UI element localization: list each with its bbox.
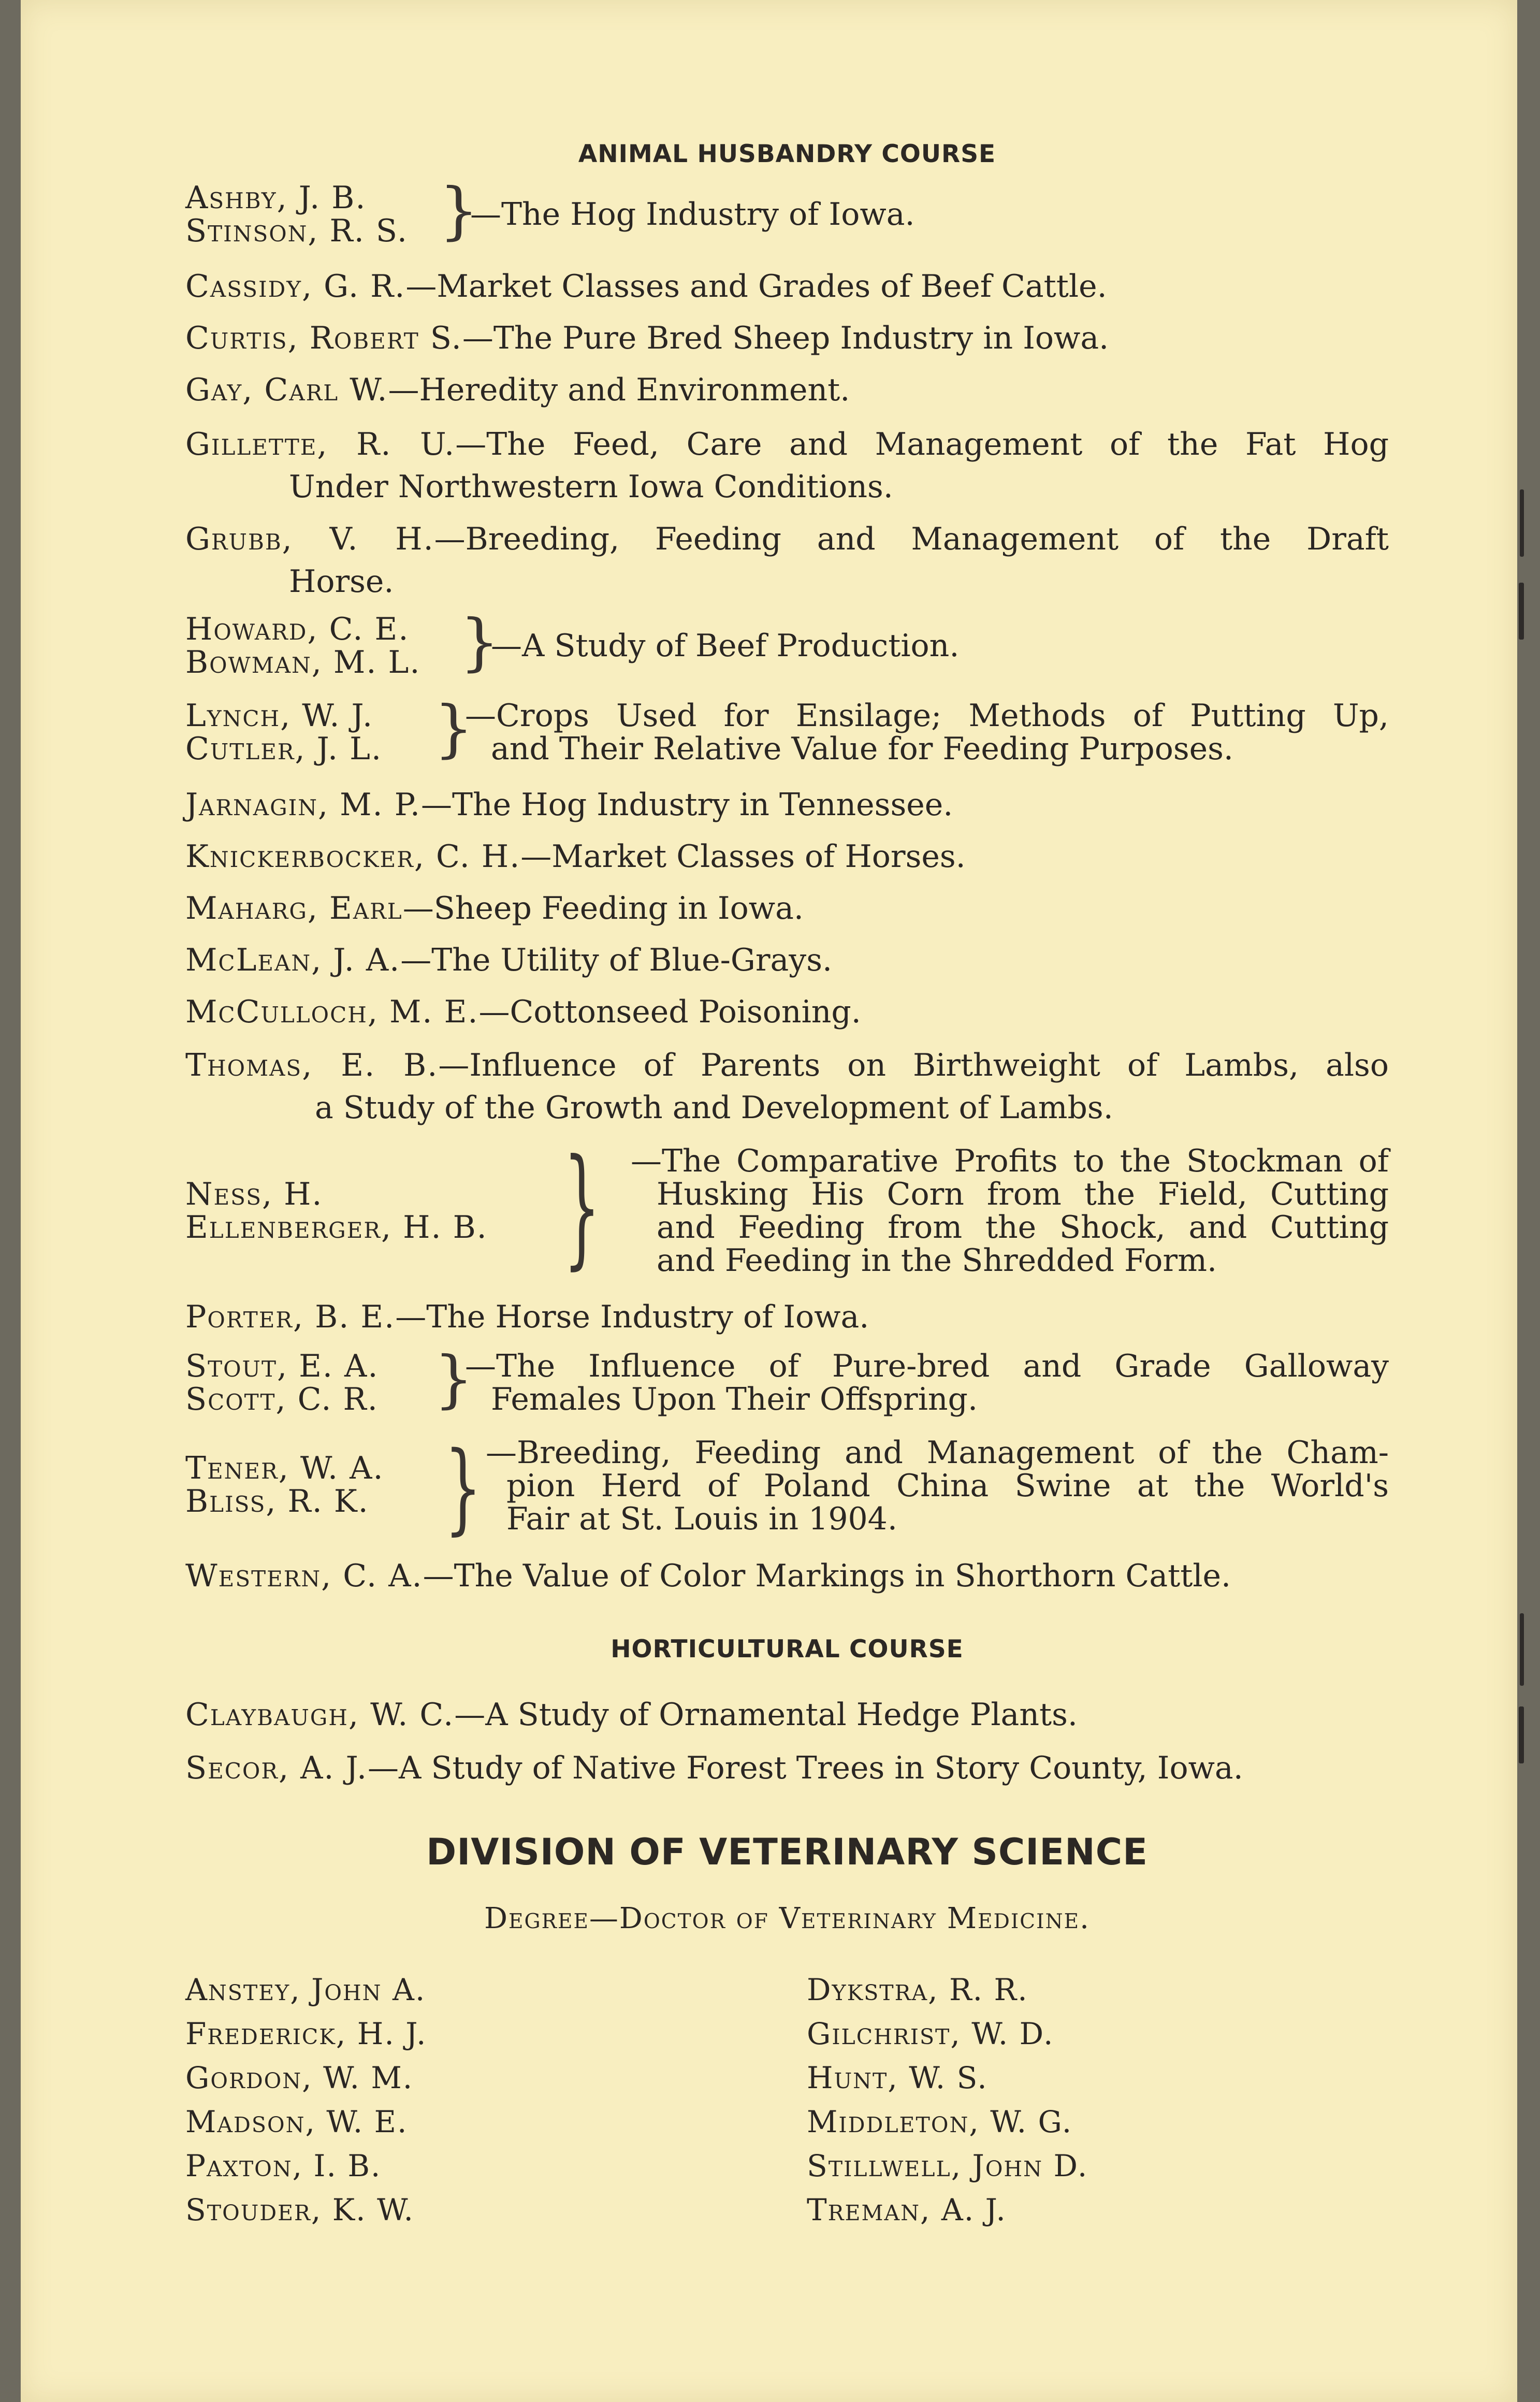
student-name: Secor, A. J. <box>185 1750 368 1786</box>
thesis-title-continued: and Their Relative Value for Feeding Purposes. <box>491 731 1233 767</box>
thesis-title-continued: and Feeding in the Shredded Form. <box>657 1242 1217 1279</box>
student-name: Howard, C. E. <box>185 611 410 647</box>
thesis-title: —Cottonseed Poisoning. <box>478 994 861 1030</box>
student-name: Gay, Carl W. <box>185 372 388 408</box>
student-name: Lynch, W. J. <box>185 698 374 734</box>
horticultural-heading: HORTICULTURAL COURSE <box>611 1635 964 1663</box>
thesis-entry <box>185 1747 1389 1789</box>
thesis-entry <box>185 1296 1389 1338</box>
graduate-name: Madson, W. E. <box>185 2104 408 2139</box>
thesis-entry <box>185 991 1389 1033</box>
thesis-entry <box>185 1343 1389 1422</box>
student-name: Scott, C. R. <box>185 1381 379 1417</box>
thesis-entry <box>185 1430 1389 1545</box>
thesis-title: —A Study of Native Forest Trees in Story County, Iowa. <box>368 1750 1243 1786</box>
thesis-title: —Influence of Parents on Birthweight of Lambs, also <box>438 1047 1389 1083</box>
thesis-entry <box>185 265 1389 308</box>
brace: } <box>439 175 479 247</box>
graduate-name: Middleton, W. G. <box>807 2104 1073 2139</box>
thesis-title: —Crops Used for Ensilage; Methods of Putting Up, <box>465 698 1389 734</box>
student-name: Bliss, R. K. <box>185 1483 369 1520</box>
student-name: McLean, J. A. <box>185 942 401 978</box>
thesis-title: —A Study of Ornamental Hedge Plants. <box>454 1697 1078 1733</box>
thesis-entry <box>185 518 1389 603</box>
thesis-title: —Sheep Feeding in Iowa. <box>402 890 804 927</box>
binding-staple <box>1519 583 1524 640</box>
brace: } <box>434 693 474 765</box>
thesis-title: —The Value of Color Markings in Shorthorn Cattle. <box>423 1558 1231 1594</box>
thesis-entry <box>185 317 1389 359</box>
animal-husbandry-heading: ANIMAL HUSBANDRY COURSE <box>578 140 996 168</box>
student-name: Gillette, R. U. <box>185 426 456 462</box>
thesis-title: —The Utility of Blue-Grays. <box>400 942 833 978</box>
binding-staple <box>1519 1706 1524 1763</box>
student-name: Ashby, J. B. <box>185 180 367 216</box>
graduate-list-left <box>185 1968 427 2232</box>
thesis-title: —Heredity and Environment. <box>388 372 850 408</box>
student-name: Knickerbocker, C. H. <box>185 838 521 875</box>
thesis-title-continued: Under Northwestern Iowa Conditions. <box>289 469 893 505</box>
thesis-entry <box>185 175 1389 254</box>
thesis-title-continued: Husking His Corn from the Field, Cutting <box>657 1176 1389 1212</box>
thesis-entry <box>185 369 1389 411</box>
thesis-title: —Breeding, Feeding and Management of the Draft <box>434 521 1389 557</box>
student-name: Grubb, V. H. <box>185 521 434 557</box>
graduate-name: Dykstra, R. R. <box>807 1972 1028 2007</box>
thesis-entry <box>185 606 1389 685</box>
student-name: Curtis, Robert S. <box>185 320 462 356</box>
student-name: Stinson, R. S. <box>185 213 408 249</box>
thesis-entry <box>185 1131 1389 1284</box>
thesis-title: —The Hog Industry of Iowa. <box>470 196 915 233</box>
thesis-title-continued: pion Herd of Poland China Swine at the World's <box>506 1468 1389 1504</box>
graduate-name: Treman, A. J. <box>807 2192 1007 2227</box>
student-name: Ellenberger, H. B. <box>185 1209 488 1246</box>
graduate-name: Anstey, John A. <box>185 1972 426 2007</box>
graduate-name: Stillwell, John D. <box>807 2148 1088 2183</box>
document-page <box>21 0 1517 2402</box>
graduate-name: Hunt, W. S. <box>807 2060 988 2095</box>
degree-line: Degree—Doctor of Veterinary Medicine. <box>484 1902 1090 1935</box>
binding-staple <box>1520 1613 1524 1686</box>
student-name: Maharg, Earl <box>185 890 403 927</box>
thesis-entry <box>185 1044 1389 1129</box>
graduate-name: Gordon, W. M. <box>185 2060 414 2095</box>
graduate-list-right <box>807 1968 1088 2232</box>
student-name: Ness, H. <box>185 1176 323 1212</box>
thesis-entry <box>185 835 1389 878</box>
thesis-title: —The Hog Industry in Tennessee. <box>421 787 953 823</box>
thesis-title-continued: Fair at St. Louis in 1904. <box>506 1501 897 1537</box>
graduate-name: Stouder, K. W. <box>185 2192 414 2227</box>
student-name: Bowman, M. L. <box>185 644 421 681</box>
binding-staple <box>1520 489 1524 557</box>
thesis-title-continued: a Study of the Growth and Development of Lambs. <box>315 1090 1113 1126</box>
thesis-title: —The Comparative Profits to the Stockman of <box>631 1143 1389 1179</box>
thesis-title: —Breeding, Feeding and Management of the Cham- <box>486 1435 1389 1471</box>
student-name: McCulloch, M. E. <box>185 994 479 1030</box>
thesis-title-continued: and Feeding from the Shock, and Cutting <box>657 1209 1389 1246</box>
student-name: Thomas, E. B. <box>185 1047 439 1083</box>
thesis-title: —The Pure Bred Sheep Industry in Iowa. <box>462 320 1109 356</box>
thesis-title: —The Influence of Pure-bred and Grade Galloway <box>465 1348 1389 1384</box>
brace: } <box>434 1343 474 1415</box>
graduate-name: Frederick, H. J. <box>185 2016 427 2051</box>
student-name: Cassidy, G. R. <box>185 268 406 305</box>
student-name: Tener, W. A. <box>185 1450 384 1486</box>
student-name: Cutler, J. L. <box>185 731 383 767</box>
thesis-title: —A Study of Beef Production. <box>491 628 960 664</box>
student-name: Claybaugh, W. C. <box>185 1697 455 1733</box>
student-name: Stout, E. A. <box>185 1348 379 1384</box>
thesis-title: —The Horse Industry of Iowa. <box>395 1299 869 1335</box>
graduate-name: Gilchrist, W. D. <box>807 2016 1054 2051</box>
thesis-entry <box>185 939 1389 981</box>
thesis-entry <box>185 887 1389 930</box>
graduate-name: Paxton, I. B. <box>185 2148 382 2183</box>
student-name: Western, C. A. <box>185 1558 423 1594</box>
veterinary-heading: DIVISION OF VETERINARY SCIENCE <box>426 1831 1148 1873</box>
brace: } <box>444 1430 482 1545</box>
student-name: Porter, B. E. <box>185 1299 396 1335</box>
thesis-entry <box>185 784 1389 826</box>
thesis-title: —The Feed, Care and Management of the Fat Hog <box>455 426 1389 462</box>
thesis-entry <box>185 693 1389 772</box>
thesis-entry <box>185 1694 1389 1736</box>
thesis-entry <box>185 423 1389 508</box>
thesis-title: —Market Classes and Grades of Beef Cattle. <box>405 268 1107 305</box>
thesis-title: —Market Classes of Horses. <box>520 838 966 875</box>
thesis-title-continued: Horse. <box>289 563 394 600</box>
thesis-entry <box>185 1555 1389 1597</box>
thesis-title-continued: Females Upon Their Offspring. <box>491 1381 978 1417</box>
brace: } <box>460 606 500 678</box>
student-name: Jarnagin, M. P. <box>185 787 421 823</box>
brace: } <box>563 1131 601 1282</box>
